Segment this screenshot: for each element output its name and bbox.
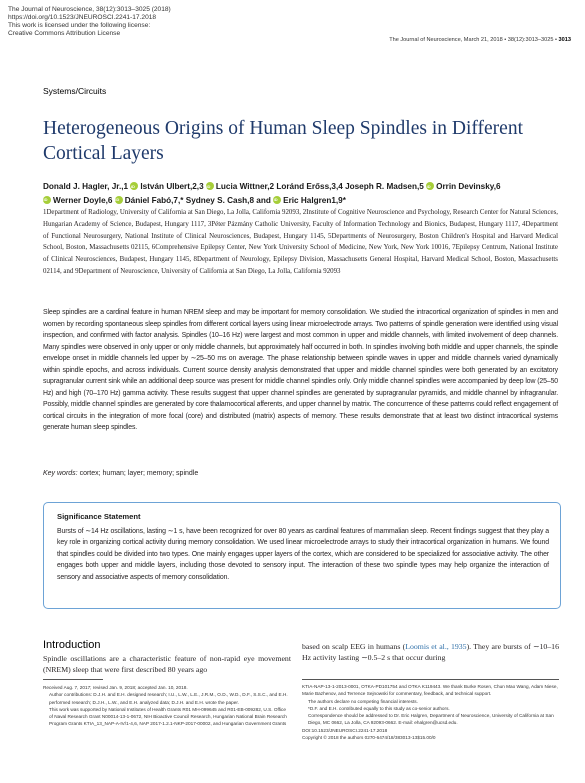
footnotes-right [302,683,559,741]
author[interactable]: István Ulbert,2,3 [140,182,204,191]
introduction-heading: Introduction [43,639,101,651]
introduction-text: Spindle oscillations are a characteristic feature of non-rapid eye movement (NREM) sleep that were first described 80 years ago [43,654,291,675]
orcid-icon[interactable] [273,196,281,204]
orcid-icon[interactable] [43,196,51,204]
orcid-icon[interactable] [426,182,434,190]
orcid-icon[interactable] [206,182,214,190]
article-title: Heterogeneous Origins of Human Sleep Spindles in Different Cortical Layers [43,118,523,164]
significance-text: Bursts of ∼14 Hz oscillations, lasting ∼1 s, have been recognized for over 80 years as cardinal features of mammalian sleep. Recent findings suggest that they play a key role in organizing cortical activity during memory consolidation. We used linear microelectrode arrays to study their intracortical organization in humans. We found that spindles could be divided into two types. One mainly engages upper layers of the cortex, which are considered to be specialized for associative activity. The other engages both upper and middle layers, including those devoted to sensory input. The interaction of these two spindle types may help organize the interaction of sensory and associative aspects of memory consolidation. [57,528,549,581]
license-line-3: This work is licensed under the following license: [8,22,151,29]
author[interactable]: Werner Doyle,6 [53,195,113,205]
section-label: Systems/Circuits [43,86,107,96]
footnote: KTIA-NAP-13-1-2013-0001, OTKA-PD101754 and OTKA K119443. We thank Burke Rosen, Chun Mao Wang, Adam Niese, Marie Bazhenov, and Terrence Sejnowski for commentary, feedback, and technical support. [302,684,558,697]
running-head-journal: The Journal of Neuroscience, March 21, 2018 • 38(12):3013–3025 • [389,37,559,43]
citation-link[interactable]: Loomis et al., 1935 [405,642,467,651]
running-head [389,37,571,43]
significance-statement-box [43,502,561,609]
author[interactable]: Lucia Wittner,2 [215,182,275,191]
author[interactable]: Eric Halgren1,9* [283,195,346,205]
footnote: This work was supported by National Institutes of Health Grants R01 MH-099645 and R01-EB-009282, U.S. Office of Naval Research Grant N00014-13-1-0672, NIH Bioactive Council Research, Hungarian National Brain Research Program Grants KTIA_13_NAP-A-IV/1-4,6, NAP 2017-1.2.1-NKP-2017-00002, and Hungarian Government Grants [49,706,287,727]
author[interactable]: Sydney S. Cash,8 [185,195,254,205]
footnote-divider [302,679,559,680]
keywords-label: Key words: [43,470,78,477]
footnote: Author contributions: D.J.H. and E.H. designed research; I.U., L.W., L.E., J.R.M., O.D., W.D., D.F., S.S.C., and E.H. performed research; D.J.H., L.W., and E.H. analyzed data; D.J.H. and E.H. wrote the paper. [49,692,288,705]
significance-title: Significance Statement [57,512,141,521]
abstract: Sleep spindles are a cardinal feature in human NREM sleep and may be important for memory consolidation. We studied the intracortical organization of spindles in men and women by recording spontaneous sleep spindles from different cortical layers using linear microelectrode arrays. Two patterns of spindle generation were identified using visual inspection, and confirmed with factor analysis. Spindles (10–16 Hz) were largest and most common in upper and middle channels, with limited involvement of deep channels. Many spindles were observed in only upper or only middle channels, but approximately half occurred in both. In spindles involving both middle and upper channels, the spindle envelope onset in middle channels led upper by ∼25–50 ms on average. The phase relationship between spindle waves in upper and middle channels varied dynamically within spindle epochs, and across individuals. Current source density analysis demonstrated that upper and middle channel spindles were both generated by an excitatory supragranular current sink while an additional deep source was present for middle channel spindles only. Only middle channel spindles were accompanied by deep low (25–50 Hz) and high (70–170 Hz) gamma activity. These results suggest that upper channel spindles are generated by supragranular pyramids, and middle channel by infragranular. Possibly, middle channel spindles are generated by core thalamocortical afferents, and upper channel by matrix. The concurrence of these patterns could reflect engagement of cortical circuits in the integration of more focal (core) and distributed (matrix) aspects of memory. These results demonstrate that at least two distinct intracortical systems generate human sleep spindles. [43,309,558,431]
footnote: Received Aug. 7, 2017; revised Jan. 9, 2018; accepted Jan. 10, 2018. [43,685,188,690]
doi[interactable]: DOI:10.1523/JNEUROSCI.2241-17.2018 [302,727,388,733]
author-list [43,180,558,207]
author[interactable]: Donald J. Hagler, Jr.,1 [43,182,129,191]
keywords [43,470,198,477]
footnote: The authors declare no competing financial interests. [308,698,418,704]
license-name[interactable]: Creative Commons Attribution License [8,30,121,37]
keywords-value: cortex; human; layer; memory; spindle [79,470,199,477]
right-column-text: based on scalp EEG in humans (Loomis et al., 1935). They are bursts of ∼10–16 Hz activity lasting ∼0.5–2 s that occur during [302,642,559,663]
author[interactable]: Orrin Devinsky,6 [436,182,501,191]
copyright: Copyright © 2018 the authors 0270-6474/18/383013-13$15.00/0 [302,735,436,741]
author-conjunction: and [256,195,271,205]
footnotes-left [43,684,291,728]
footnote: *D.F. and E.H. contributed equally to this study as co-senior authors. [308,705,450,711]
license-notice [8,6,228,38]
page-number: 3013 [558,37,571,43]
affiliations: 1Department of Radiology, University of California at San Diego, La Jolla, California 92093, 2Institute of Cognitive Neuroscience and Psychology, Research Center for Natural Sciences, Hungarian Academy of Science, Budapest, Hungary 1117, 3Péter Pázmány Catholic University, Faculty of Information Technology and Bionics, Budapest, Hungary 1117, 4Department of Functional Neurosurgery, National Institute of Clinical Neurosciences, Budapest, Hungary 1145, 5Departments of Neurosurgery, Boston Children's Hospital and Harvard Medical School, Boston, Massachusetts 02115, 6Comprehensive Epilepsy Center, New York University School of Medicine, New York, New York 10016, 7Epilepsy Centrum, National Institute of Clinical Neurosciences, Budapest, Hungary 1145, 8Department of Neurology, Epilepsy Division, Massachusetts General Hospital, Harvard Medical School, Boston, Massachusetts 02114, and 9Department of Neuroscience, University of California at San Diego, La Jolla, California 92093 [43,209,558,275]
footnote-divider [43,679,103,680]
author[interactable]: Joseph R. Madsen,5 [345,182,424,191]
orcid-icon[interactable] [115,196,123,204]
author[interactable]: Loránd Erőss,3,4 [276,182,343,191]
license-line-1: The Journal of Neuroscience, 38(12):3013–3025 (2018) [8,6,171,13]
orcid-icon[interactable] [130,182,138,190]
footnote: Correspondence should be addressed to Dr. Eric Halgren, Department of Neuroscience, University of California at San Diego, MC 0662, La Jolla, CA 92093-0662. E-mail: ehalgren@ucsd.edu. [308,713,554,726]
author[interactable]: Dániel Fabó,7,* [124,195,184,205]
license-doi[interactable]: https://doi.org/10.1523/JNEUROSCI.2241-17.2018 [8,14,157,21]
